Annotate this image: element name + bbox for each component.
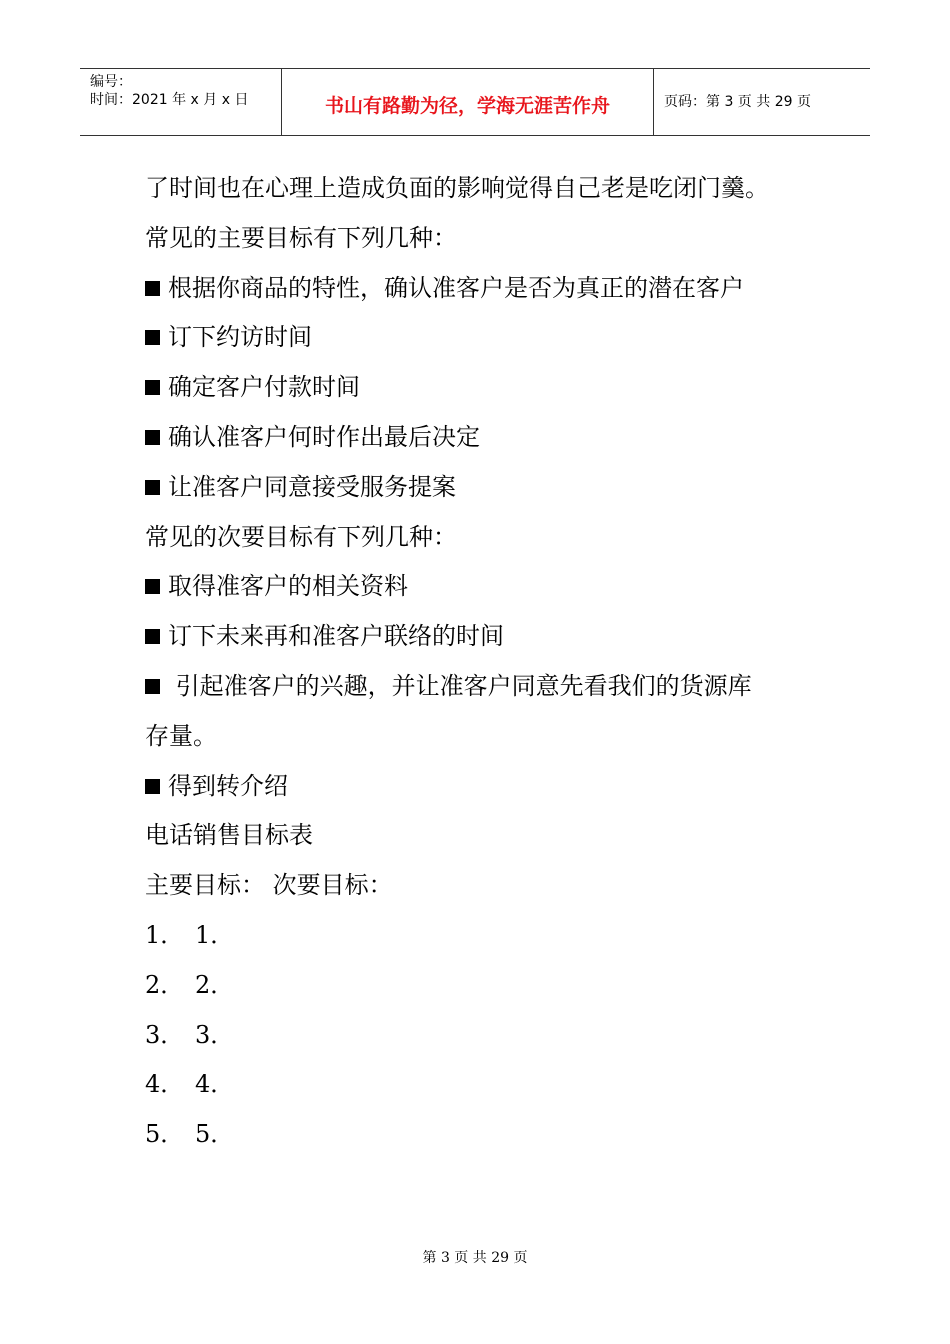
secondary-number: 1．	[195, 920, 235, 949]
primary-number: 4．	[145, 1070, 185, 1099]
list-item	[145, 562, 835, 612]
square-bullet-icon	[145, 480, 160, 495]
numbered-row	[145, 1011, 835, 1061]
square-bullet-icon	[145, 629, 160, 644]
square-bullet-icon	[145, 779, 160, 794]
header-meta-cell	[80, 69, 282, 135]
square-bullet-icon	[145, 281, 160, 296]
list-item	[145, 264, 835, 314]
list-item-text: 取得准客户的相关资料	[168, 572, 408, 601]
number-label: 编号：	[90, 74, 132, 90]
numbered-row	[145, 1110, 835, 1160]
header-motto-cell	[282, 69, 654, 135]
square-bullet-icon	[145, 430, 160, 445]
primary-number: 5．	[145, 1120, 185, 1149]
page-footer: 第 3 页 共 29 页	[422, 1250, 528, 1266]
table-title: 电话销售目标表	[145, 821, 313, 850]
square-bullet-icon	[145, 330, 160, 345]
primary-number: 2．	[145, 970, 185, 999]
square-bullet-icon	[145, 380, 160, 395]
document-body	[145, 164, 835, 1160]
secondary-goals-heading: 常见的次要目标有下列几种：	[145, 522, 457, 551]
paragraph-line: 了时间也在心理上造成负面的影响觉得自己老是吃闭门羹。	[145, 174, 769, 202]
list-item	[145, 612, 835, 662]
table-header: 主要目标： 次要目标：	[145, 871, 393, 900]
list-item-text: 确认准客户何时作出最后决定	[168, 422, 480, 451]
list-item-text: 引起准客户的兴趣，并让准客户同意先看我们的货源库	[168, 671, 752, 700]
square-bullet-icon	[145, 679, 160, 694]
list-item-text: 确定客户付款时间	[168, 373, 360, 402]
square-bullet-icon	[145, 579, 160, 594]
list-item	[145, 313, 835, 363]
list-item	[145, 363, 835, 413]
secondary-number: 3．	[195, 1020, 235, 1049]
list-item	[145, 463, 835, 513]
secondary-number: 2．	[195, 970, 235, 999]
list-item	[145, 762, 835, 812]
list-item-continuation: 存量。	[145, 721, 217, 750]
list-item-text: 得到转介绍	[168, 771, 288, 800]
list-item-text: 订下未来再和准客户联络的时间	[168, 622, 504, 651]
list-item-text: 订下约访时间	[168, 323, 312, 352]
numbered-row	[145, 1060, 835, 1110]
page-header	[80, 68, 870, 136]
page-number-label: 页码：第 3 页 共 29 页	[664, 94, 811, 110]
list-item	[145, 413, 835, 463]
primary-goals-heading: 常见的主要目标有下列几种：	[145, 223, 457, 252]
list-item	[145, 662, 835, 712]
list-item-text: 根据你商品的特性，确认准客户是否为真正的潜在客户	[168, 273, 744, 302]
date-label: 时间：2021 年 x 月 x 日	[90, 92, 249, 108]
secondary-number: 4．	[195, 1070, 235, 1099]
numbered-row	[145, 961, 835, 1011]
primary-number: 1．	[145, 920, 185, 949]
numbered-row	[145, 911, 835, 961]
header-page-cell	[654, 69, 870, 135]
list-item-text: 让准客户同意接受服务提案	[168, 472, 456, 501]
motto: 书山有路勤为径，学海无涯苦作舟	[324, 95, 610, 117]
primary-number: 3．	[145, 1020, 185, 1049]
secondary-number: 5．	[195, 1120, 235, 1149]
